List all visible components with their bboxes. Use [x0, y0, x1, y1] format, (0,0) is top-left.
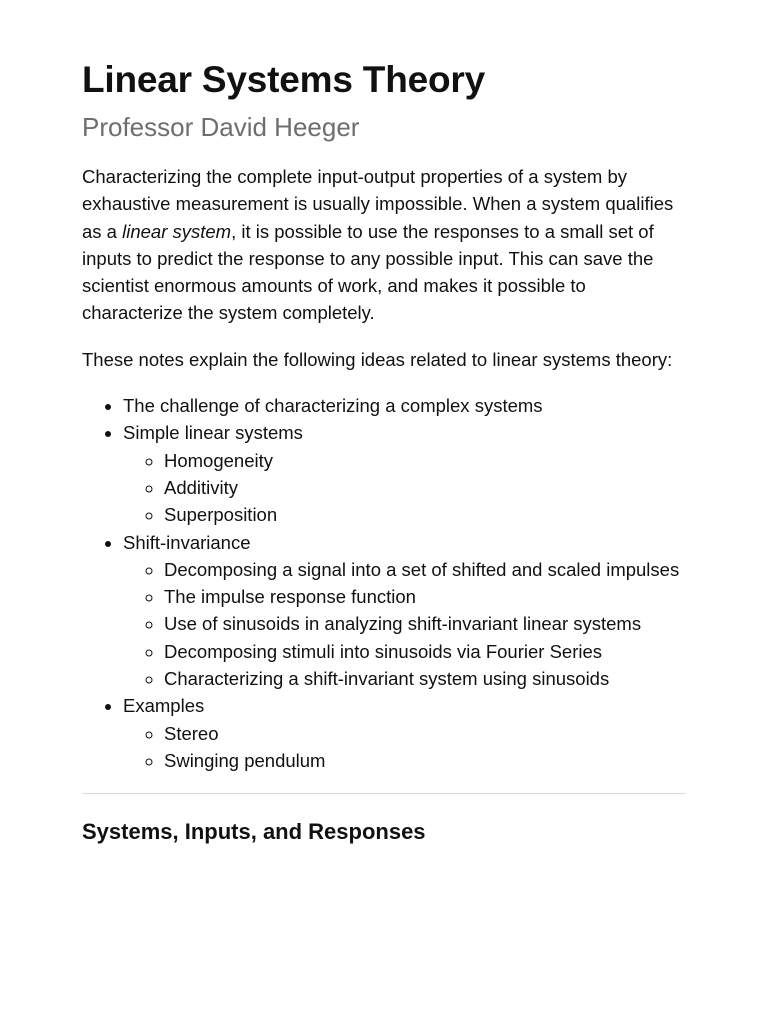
outline-sublist: [123, 556, 686, 692]
outline-subitem: ◦ Stereo: [164, 720, 686, 747]
intro-text-part-2: , it is possible to use the responses to a small set of inputs to predict the response to any possible input. This can save the scientist enormous amounts of work, and makes it possible to characterize the system completely.: [82, 220, 654, 324]
outline-subitem: ◦ Decomposing a signal into a set of shifted and scaled impulses: [164, 556, 686, 583]
intro-paragraph: [82, 163, 686, 327]
outline-item-label: Examples: [123, 695, 205, 717]
outline-item-label: Simple linear systems: [123, 422, 303, 444]
section-heading: Systems, Inputs, and Responses: [82, 819, 426, 845]
outline-subitem: ◦ Superposition: [164, 501, 686, 528]
author-subtitle: Professor David Heeger: [82, 112, 360, 142]
outline-item: [123, 529, 686, 693]
outline-sublist: [123, 720, 686, 775]
outline-subitem: ◦ Homogeneity: [164, 447, 686, 474]
outline-subitem: ◦ Swinging pendulum: [164, 747, 686, 774]
outline-sublist: [123, 447, 686, 529]
section-divider: [82, 793, 686, 794]
outline-subitem: ◦ The impulse response function: [164, 583, 686, 610]
document-page: [82, 58, 686, 847]
document-title: Linear Systems Theory: [82, 59, 485, 100]
outline-item: [123, 692, 686, 774]
intro-text-part-1: Characterizing the complete input-output properties of a system by exhaustive measurement is usually impossible. When a system qualifies as a: [82, 166, 674, 242]
outline-item-label: Shift-invariance: [123, 531, 251, 553]
outline-item: [123, 419, 686, 528]
notes-intro-paragraph: These notes explain the following ideas related to linear systems theory:: [82, 348, 673, 370]
outline-subitem: ◦ Decomposing stimuli into sinusoids via Fourier Series: [164, 638, 686, 665]
outline-subitem: ◦ Characterizing a shift-invariant system using sinusoids: [164, 665, 686, 692]
outline-item: [123, 392, 686, 419]
outline-subitem: ◦ Use of sinusoids in analyzing shift-invariant linear systems: [164, 610, 686, 637]
outline-subitem: ◦ Additivity: [164, 474, 686, 501]
topics-outline: [82, 392, 686, 774]
outline-item-label: The challenge of characterizing a complex systems: [123, 395, 543, 417]
intro-emphasis-linear-system: linear system: [122, 220, 232, 242]
